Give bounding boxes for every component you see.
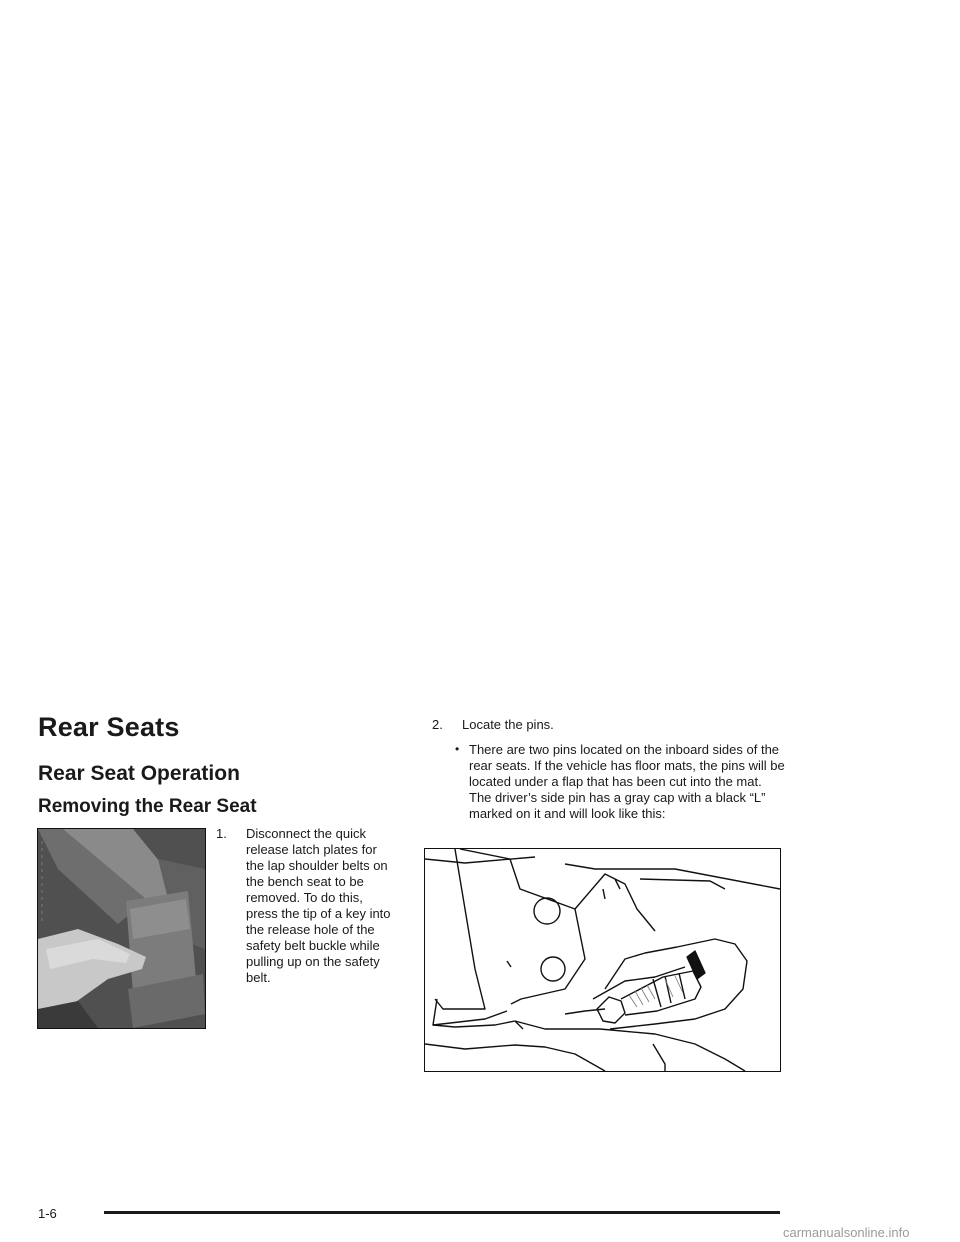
step-number: 1. <box>216 826 227 841</box>
step-number: 2. <box>432 717 443 732</box>
seat-pin-line-diagram <box>424 848 781 1072</box>
footer-rule <box>104 1211 780 1214</box>
watermark: carmanualsonline.info <box>783 1225 910 1240</box>
step-1 <box>216 826 396 986</box>
step-text: Locate the pins. <box>462 717 554 732</box>
page-heading-rear-seats: Rear Seats <box>38 712 180 742</box>
seat-pin-illustration <box>425 849 780 1071</box>
bullet-item <box>455 742 785 822</box>
bullet-icon: • <box>455 742 460 756</box>
seat-belt-buckle-illustration <box>38 829 205 1028</box>
subsection-heading-removing-rear-seat: Removing the Rear Seat <box>38 796 257 817</box>
bullet-text: There are two pins located on the inboard sides of the rear seats. If the vehicle has floor mats, the pins will be located under a flap that has been cut into the mat. The driver’s side pin has a gray cap with a black “L” marked on it and will look like this: <box>469 742 785 821</box>
page-number: 1-6 <box>38 1206 57 1221</box>
step-2 <box>432 717 554 732</box>
step-text: Disconnect the quick release latch plates for the lap shoulder belts on the bench seat to be removed. To do this, press the tip of a key into the release hole of the safety belt buckle while pulling up on the safety belt. <box>246 826 391 985</box>
seat-belt-buckle-photo <box>37 828 206 1029</box>
section-heading-rear-seat-operation: Rear Seat Operation <box>38 762 240 785</box>
